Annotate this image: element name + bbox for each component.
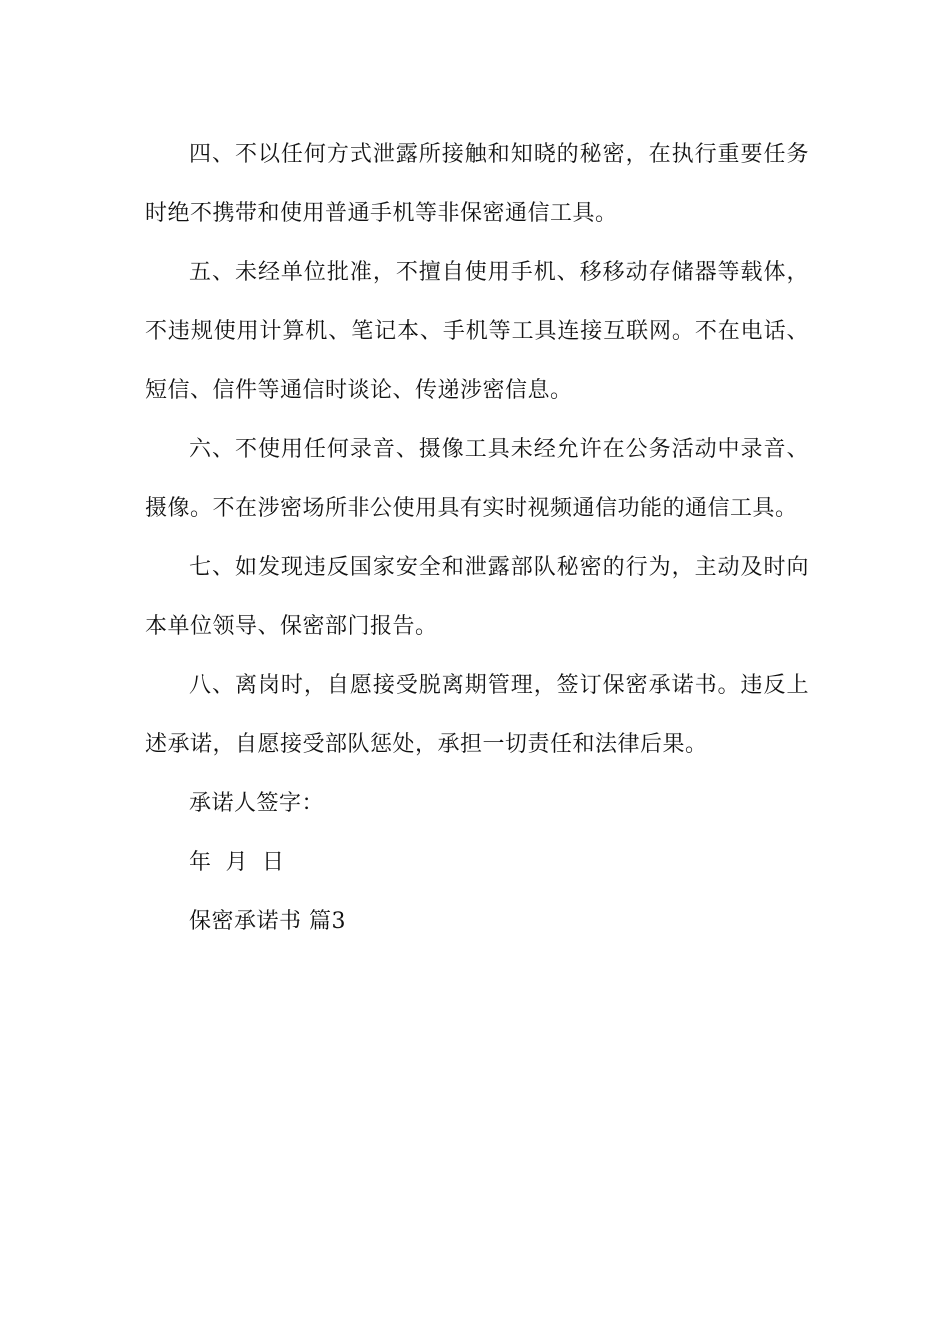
paragraph-8: 八、离岗时，自愿接受脱离期管理，签订保密承诺书。违反上述承诺，自愿接受部队惩处，承担一切责任和法律后果。 [145,673,809,757]
paragraph-7: 七、如发现违反国家安全和泄露部队秘密的行为，主动及时向本单位领导、保密部门报告。 [145,555,809,639]
next-section-title: 保密承诺书 篇3 [189,909,346,934]
date-line [145,833,809,892]
date-day: 日 [262,850,285,875]
document-body [145,125,809,951]
signature-label: 承诺人签字： [189,791,325,816]
paragraph-5: 五、未经单位批准，不擅自使用手机、移移动存储器等载体，不违规使用计算机、笔记本、手机等工具连接互联网。不在电话、短信、信件等通信时谈论、传递涉密信息。 [145,260,809,403]
date-year: 年 [189,850,212,875]
date-month: 月 [225,850,249,875]
paragraph-6: 六、不使用任何录音、摄像工具未经允许在公务活动中录音、摄像。不在涉密场所非公使用具有实时视频通信功能的通信工具。 [145,437,809,521]
paragraph-4: 四、不以任何方式泄露所接触和知晓的秘密，在执行重要任务时绝不携带和使用普通手机等非保密通信工具。 [145,142,809,226]
